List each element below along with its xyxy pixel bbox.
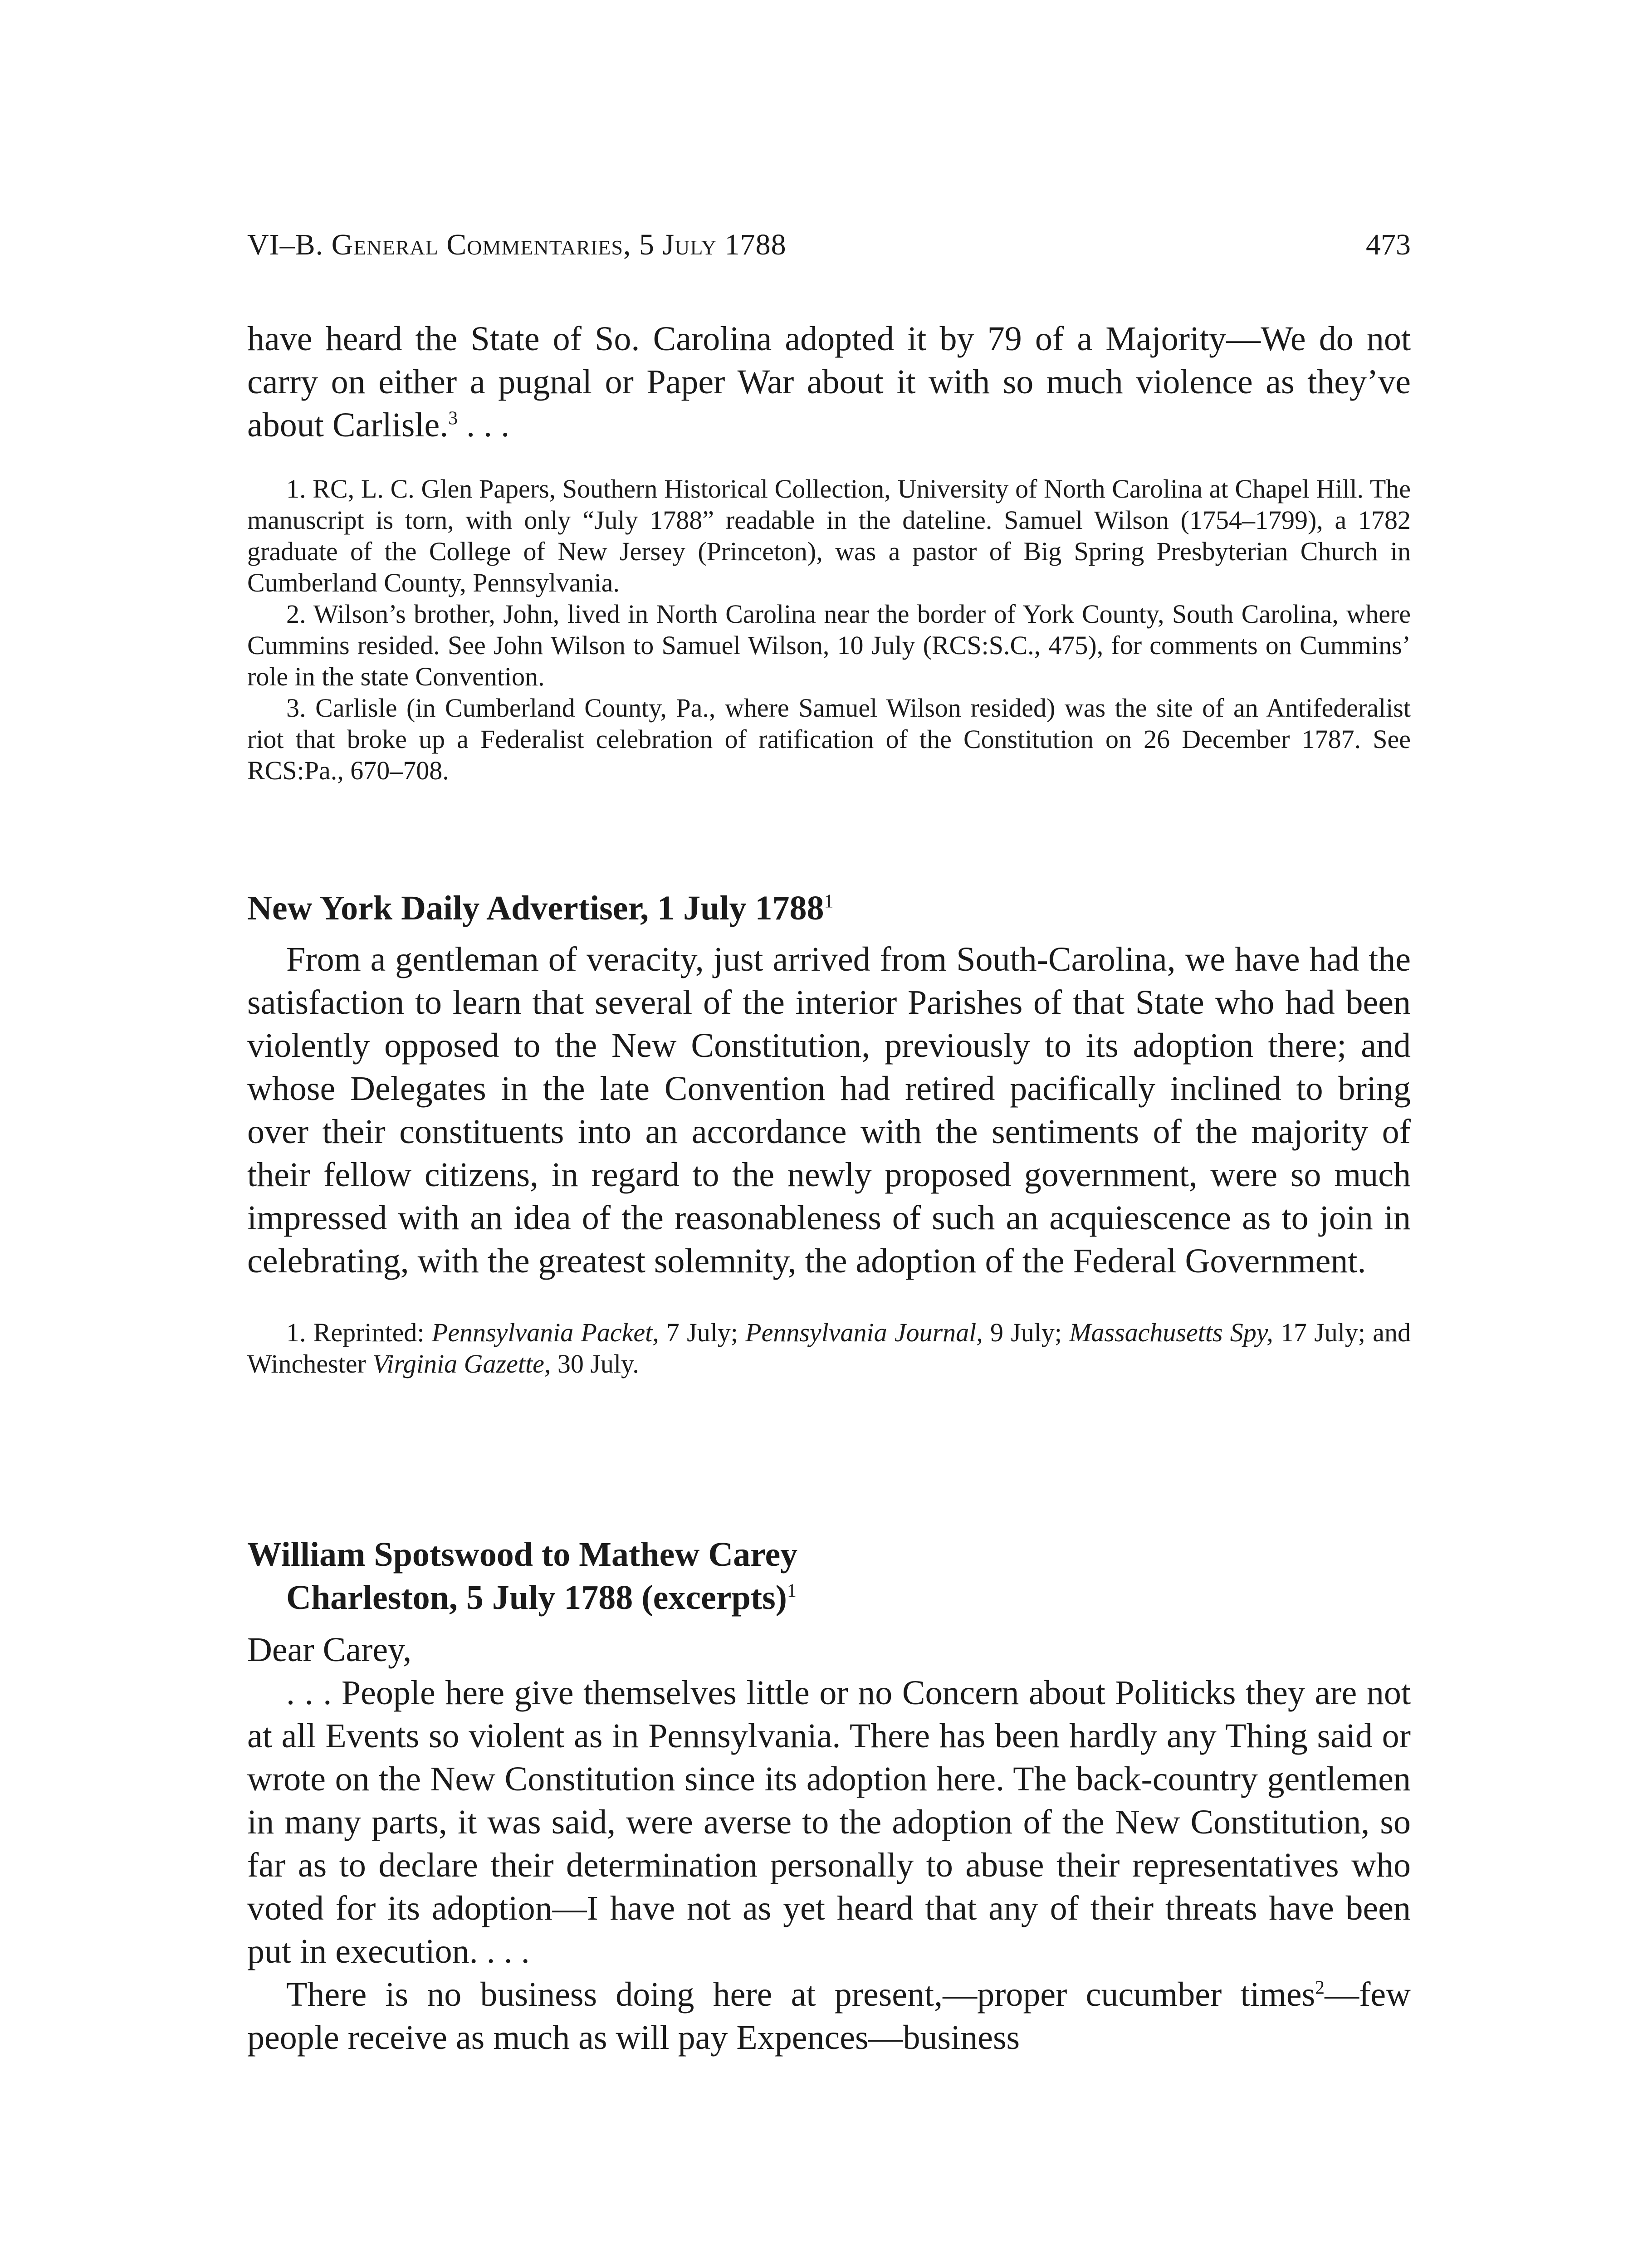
heading-line-2-text: Charleston, 5 July 1788 (excerpts): [286, 1579, 787, 1617]
salutation: Dear Carey,: [247, 1631, 412, 1669]
continuation-paragraph: [247, 318, 1411, 447]
wilson-notes: [247, 473, 1411, 786]
note-date: 7 July;: [659, 1318, 746, 1347]
heading-text: New York Daily Advertiser, 1 July 1788: [247, 889, 824, 927]
heading-line-2: [247, 1576, 1411, 1619]
note-date: 9 July;: [983, 1318, 1070, 1347]
paragraph-text: There is no business doing here at present,—proper cucumber times: [286, 1975, 1315, 2014]
note-lead: 1. Reprinted:: [286, 1318, 432, 1347]
section-heading: [247, 1533, 1411, 1619]
footnote-ref: 1: [787, 1580, 797, 1602]
section-heading: [247, 887, 1411, 930]
footnote-ref: 1: [824, 891, 834, 912]
note-date: 17 July; and Winchester: [247, 1318, 1411, 1378]
publication-title: Massachusetts Spy,: [1069, 1318, 1273, 1347]
spotswood-letter-section: [247, 1533, 1411, 2059]
footnote-ref: 2: [1315, 1977, 1325, 1999]
note-2: 2. Wilson’s brother, John, lived in North Carolina near the border of York County, South Carolina, where Cummins resided. See John Wilson to Samuel Wilson, 10 July (RCS:S.C., 475), for comments on Cummins’ role in the state Convention.: [247, 599, 1411, 691]
footnote-ref: 3: [448, 408, 458, 429]
document-page: [247, 0, 1411, 2268]
title-word-commentaries: Commentaries,: [446, 228, 631, 261]
paragraph-text: —few people receive as much as will pay Expences—business: [247, 1975, 1411, 2057]
title-word-general: General: [331, 228, 439, 261]
running-head-title: [247, 227, 787, 263]
letter-paragraph-2: [247, 1973, 1411, 2059]
ny-advertiser-section: [247, 887, 1411, 1379]
note-3: 3. Carlisle (in Cumberland County, Pa., where Samuel Wilson resided) was the site of an Antifederalist riot that broke up a Federalist celebration of ratification of the Constitution on 26 December 1787. See RCS:Pa., 670–708.: [247, 693, 1411, 785]
ny-advertiser-body: From a gentleman of veracity, just arrived from South-Carolina, we have had the satisfaction to learn that several of the interior Parishes of that State who had been violently opposed to the New Constitution, previously to its adoption there; and whose Delegates in the late Convention had retired pacifically inclined to bring over their constituents into an accordance with the sentiments of the majority of their fellow citizens, in regard to the newly proposed government, were so much impressed with an idea of the reasonableness of such an acquiescence as to join in celebrating, with the greatest solemnity, the adoption of the Federal Government.: [247, 940, 1411, 1280]
page-number: 473: [1366, 228, 1411, 261]
running-head: [247, 227, 1411, 263]
note-date: 30 July.: [551, 1349, 639, 1378]
heading-line-1: William Spotswood to Mathew Carey: [247, 1535, 798, 1574]
date-day: 5: [639, 228, 655, 261]
publication-title: Pennsylvania Journal,: [745, 1318, 983, 1347]
continuation-text: have heard the State of So. Carolina adopted it by 79 of a Majority—We do not carry on either a pugnal or Paper War about it with so much violence as they’ve about Carlisle.: [247, 320, 1411, 444]
ny-advertiser-note: [247, 1317, 1411, 1379]
section-label: VI–B.: [247, 228, 324, 261]
publication-title: Pennsylvania Packet,: [431, 1318, 659, 1347]
note-1: 1. RC, L. C. Glen Papers, Southern Historical Collection, University of North Carolina at Chapel Hill. The manuscript is torn, with only “July 1788” readable in the dateline. Samuel Wilson (1754–1799), a 1782 graduate of the College of New Jersey (Princeton), was a pastor of Big Spring Presbyterian Church in Cumberland County, Pennsylvania.: [247, 474, 1411, 597]
letter-paragraph-1: . . . People here give themselves little or no Concern about Politicks they are not at all Events so violent as in Pennsylvania. There has been hardly any Thing said or wrote on the New Constitution since its adoption here. The back-country gentlemen in many parts, it was said, were averse to the adoption of the New Constitution, so far as to declare their determination personally to abuse their representatives who voted for its adoption—I have not as yet heard that any of their threats have been put in execution. . . .: [247, 1674, 1411, 1970]
publication-title: Virginia Gazette,: [372, 1349, 551, 1378]
date-year: 1788: [724, 228, 787, 261]
continuation-ellipsis: . . .: [458, 406, 510, 444]
date-month: July: [662, 228, 717, 261]
